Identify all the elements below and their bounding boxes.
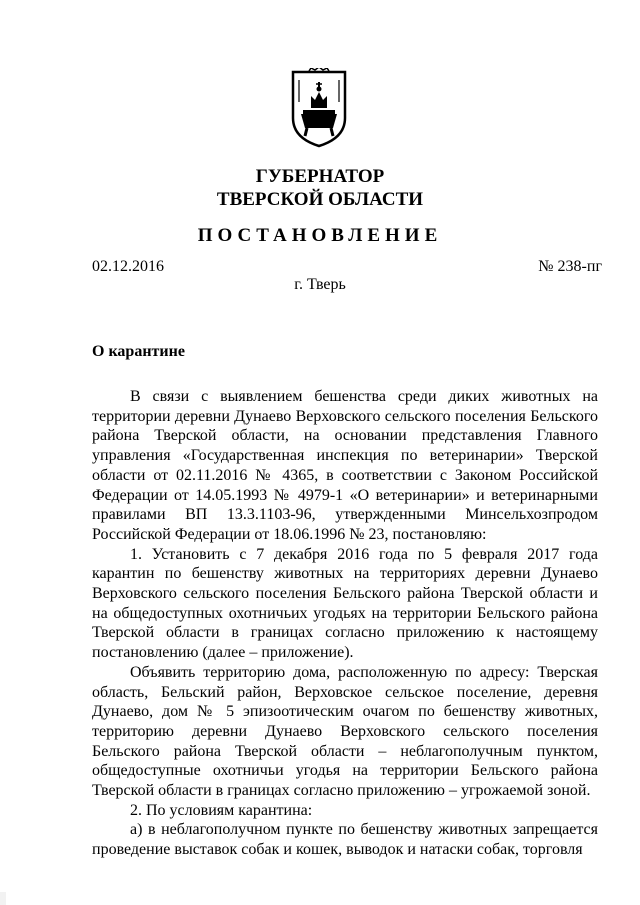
document-city: г. Тверь [294, 276, 346, 293]
body-paragraph: В связи с выявлением бешенства среди диких животных на территории деревни Дунаево Верховского сельского поселения Бельского района Тверской области, на основании представления Главного управления «Государственная инспекция по ветеринарии» Тверской области от 02.11.2016 № 4365, в соответствии с Законом Российской Федерации от 14.05.1993 № 4979-1 «О ветеринарии» и ветеринарными правилами ВП 13.3.1103-96, утвержденными Минсельхозпродом Российской Федерации от 18.06.1996 № 23, постановляю: [92, 388, 598, 543]
body-paragraph: 1. Установить с 7 декабря 2016 года по 5 февраля 2017 года карантин по бешенству животных на территориях деревни Дунаево Верховского сельского поселения Бельского района Тверской области и на общедоступных охотничьих угодьях на территории Бельского района Тверской области в границах согласно приложению к настоящему постановлению (далее – приложение). [92, 545, 598, 662]
body-paragraph: а) в неблагополучном пункте по бешенству животных запрещается проведение выставок собак и кошек, выводок и натаски собак, торговля [92, 821, 598, 859]
document-type-title: ПОСТАНОВЛЕНИЕ [197, 225, 443, 246]
document-subject: О карантине [92, 343, 185, 360]
document-number: № 238-пг [538, 258, 602, 275]
coat-of-arms-icon [287, 68, 351, 148]
authority-line-1: ГУБЕРНАТОР [255, 166, 385, 187]
scan-edge-mark [0, 892, 6, 905]
document-date: 02.12.2016 [92, 258, 164, 275]
body-paragraph: 2. По условиям карантина: [130, 801, 313, 819]
authority-line-2: ТВЕРСКОЙ ОБЛАСТИ [216, 189, 424, 210]
document-body [92, 387, 598, 860]
body-paragraph: Объявить территорию дома, расположенную по адресу: Тверская область, Бельский район, Верховское сельское поселение, деревня Дунаево, дом № 5 эпизоотическим очагом по бешенству животных, территорию деревни Дунаево Верховского сельского поселения Бельского района Тверской области – неблагополучным пунктом, общедоступные охотничьи угодья на территории Бельского района Тверской области в границах согласно приложению – угрожаемой зоной. [92, 663, 598, 800]
